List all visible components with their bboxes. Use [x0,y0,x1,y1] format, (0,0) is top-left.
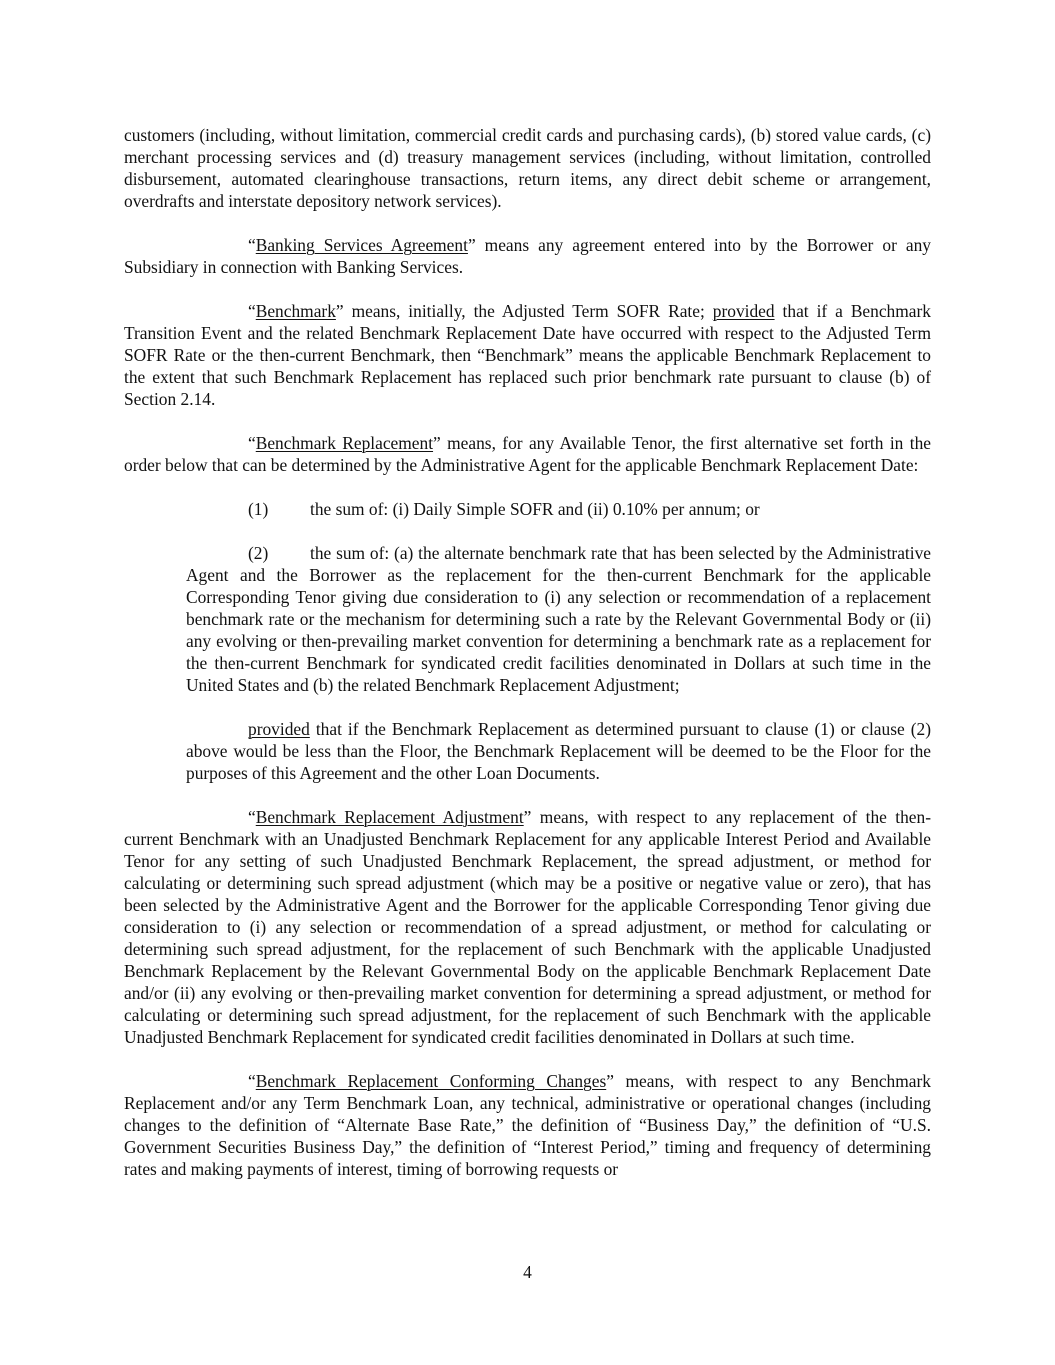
defined-term: Banking Services Agreement [255,235,468,255]
provided-term: provided [248,719,310,739]
defined-term: Benchmark Replacement Adjustment [255,807,524,827]
definition-text: ” means, initially, the Adjusted Term SOFR Rate; [335,301,713,321]
definition-benchmark-replacement-adjustment [124,806,931,1048]
definition-benchmark-replacement [124,432,931,476]
open-quote: “ [248,301,256,321]
defined-term: Benchmark Replacement Conforming Changes [255,1071,607,1091]
open-quote: “ [248,807,256,827]
paragraph-banking-services-continued: customers (including, without limitation, commercial credit cards and purchasing cards), (b) stored value cards, (c) merchant processing services and (d) treasury management services (including, without limitation, controlled disbursement, automated clearinghouse transactions, return items, any direct debit scheme or arrangement, overdrafts and interstate depository network services). [124,125,931,211]
open-quote: “ [248,433,256,453]
definition-benchmark [124,300,931,410]
definition-text: ” means, with respect to any Benchmark Replacement and/or any Term Benchmark Loan, any technical, administrative or operational changes (including changes to the definition of “Alternate Base Rate,” the definition of “Business Day,” the definition of “U.S. Government Securities Business Day,” the definition of “Interest Period,” timing and frequency of determining rates and making payments of interest, timing of borrowing requests or [124,1071,931,1179]
provided-term: provided [712,301,775,321]
definition-text: ” means, for any Available Tenor, the first alternative set forth in the order below that can be determined by the Administrative Agent for the applicable Benchmark Replacement Date: [124,433,931,475]
definition-text: that if a Benchmark Transition Event and the related Benchmark Replacement Date have occurred with respect to the Adjusted Term SOFR Rate or the then-current Benchmark, then “Benchmark” means the applicable Benchmark Replacement to the extent that such Benchmark Replacement has replaced such prior benchmark rate pursuant to clause (b) of Section 2.14. [124,301,931,409]
proviso-paragraph [186,718,931,784]
clause-text: the sum of: (a) the alternate benchmark rate that has been selected by the Administrative Agent and the Borrower as the replacement for the then-current Benchmark for the applicable Corresponding Tenor giving due consideration to (i) any selection or recommendation of a replacement benchmark rate or the mechanism for determining such a rate by the Relevant Governmental Body or (ii) any evolving or then-prevailing market convention for determining a benchmark rate as a replacement for the then-current Benchmark for syndicated credit facilities denominated in Dollars at such time in the United States and (b) the related Benchmark Replacement Adjustment; [186,543,931,695]
clause-number: (2) [248,543,269,563]
proviso-text: that if the Benchmark Replacement as determined pursuant to clause (1) or clause (2) above would be less than the Floor, the Benchmark Replacement will be deemed to be the Floor for the purposes of this Agreement and the other Loan Documents. [186,719,931,783]
definition-text: ” means any agreement entered into by the Borrower or any Subsidiary in connection with Banking Services. [124,235,931,277]
defined-term: Benchmark Replacement [255,433,434,453]
defined-term: Benchmark [255,301,336,321]
definition-benchmark-replacement-conforming-changes [124,1070,931,1180]
definition-text: ” means, with respect to any replacement of the then-current Benchmark with an Unadjusted Benchmark Replacement for any applicable Interest Period and Available Tenor for any setting of such Unadjusted Benchmark Replacement, the spread adjustment, or method for calculating or determining such spread adjustment (which may be a positive or negative value or zero), that has been selected by the Administrative Agent and the Borrower for the applicable Corresponding Tenor giving due consideration to (i) any selection or recommendation of a spread adjustment, or method for calculating or determining such spread adjustment, for the replacement of such Benchmark with the applicable Unadjusted Benchmark Replacement by the Relevant Governmental Body on the applicable Benchmark Replacement Date and/or (ii) any evolving or then-prevailing market convention for determining a spread adjustment, or method for calculating or determining such spread adjustment, for the replacement of such Benchmark with the applicable Unadjusted Benchmark Replacement for syndicated credit facilities denominated in Dollars at such time. [124,807,931,1047]
document-page [124,124,931,1180]
clause-text: the sum of: (i) Daily Simple SOFR and (ii) 0.10% per annum; or [310,499,760,519]
clause-number: (1) [248,499,269,519]
definition-banking-services-agreement [124,234,931,278]
open-quote: “ [248,1071,256,1091]
page-number: 4 [523,1262,532,1282]
clause-item-1 [186,498,931,520]
open-quote: “ [248,235,256,255]
clause-item-2 [186,542,931,696]
